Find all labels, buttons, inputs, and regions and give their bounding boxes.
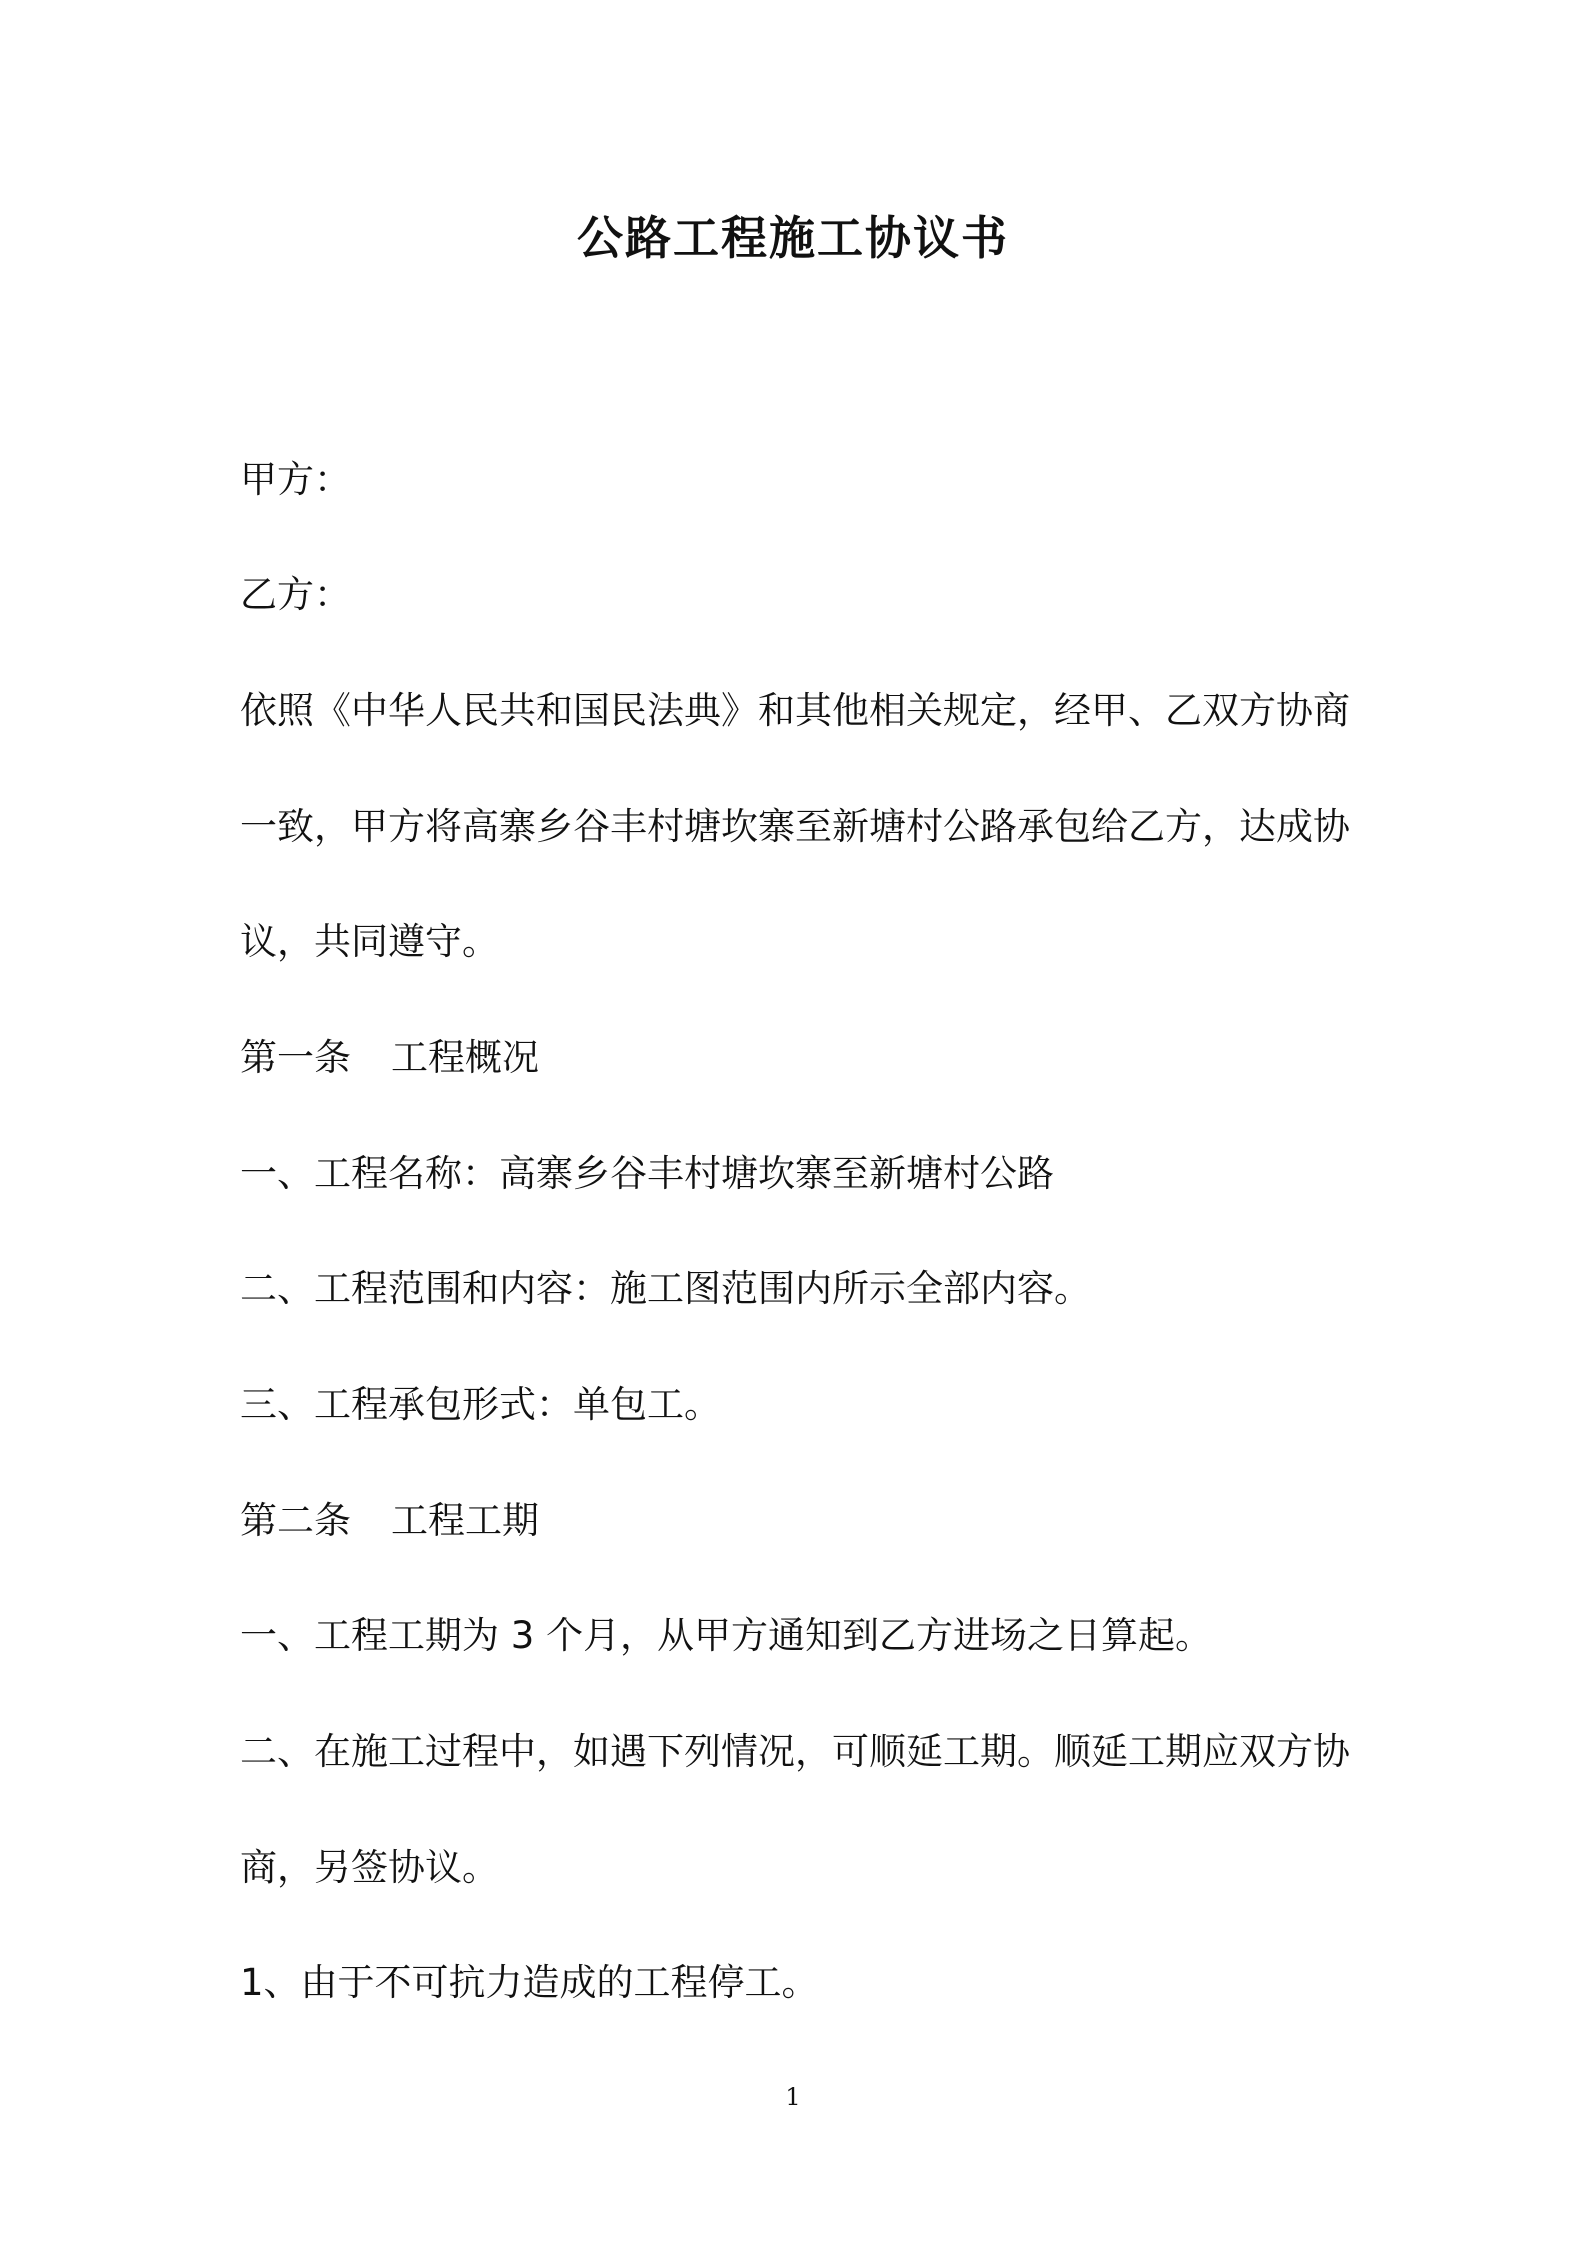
article-2-heading xyxy=(240,1496,539,1546)
page-number: 1 xyxy=(785,2083,801,2111)
party-a-label: 甲方： xyxy=(240,458,351,501)
article-2-title: 工程工期 xyxy=(391,1499,539,1542)
article-2-item-2-line-2: 商，另签协议。 xyxy=(240,1846,499,1889)
article-2-number: 第二条 xyxy=(240,1499,351,1542)
intro-line-1: 依照《中华人民共和国民法典》和其他相关规定，经甲、乙双方协商 xyxy=(240,689,1350,732)
article-2-item-1: 一、工程工期为 3 个月，从甲方通知到乙方进场之日算起。 xyxy=(240,1614,1213,1657)
article-2-item-2-line-1: 二、在施工过程中，如遇下列情况，可顺延工期。顺延工期应双方协 xyxy=(240,1730,1350,1773)
article-1-item-2: 二、工程范围和内容：施工图范围内所示全部内容。 xyxy=(240,1267,1091,1310)
article-1-heading xyxy=(240,1033,539,1083)
article-2-sub-item-1: 1、由于不可抗力造成的工程停工。 xyxy=(240,1961,819,2004)
article-1-item-3: 三、工程承包形式：单包工。 xyxy=(240,1383,721,1426)
page-title: 公路工程施工协议书 xyxy=(577,211,1009,265)
intro-line-2: 一致，甲方将高寨乡谷丰村塘坎寨至新塘村公路承包给乙方，达成协 xyxy=(240,805,1350,848)
intro-line-3: 议，共同遵守。 xyxy=(240,920,499,963)
article-1-title: 工程概况 xyxy=(391,1036,539,1079)
party-b-label: 乙方： xyxy=(240,573,351,616)
article-1-item-1: 一、工程名称：高寨乡谷丰村塘坎寨至新塘村公路 xyxy=(240,1152,1054,1195)
article-1-number: 第一条 xyxy=(240,1036,351,1079)
